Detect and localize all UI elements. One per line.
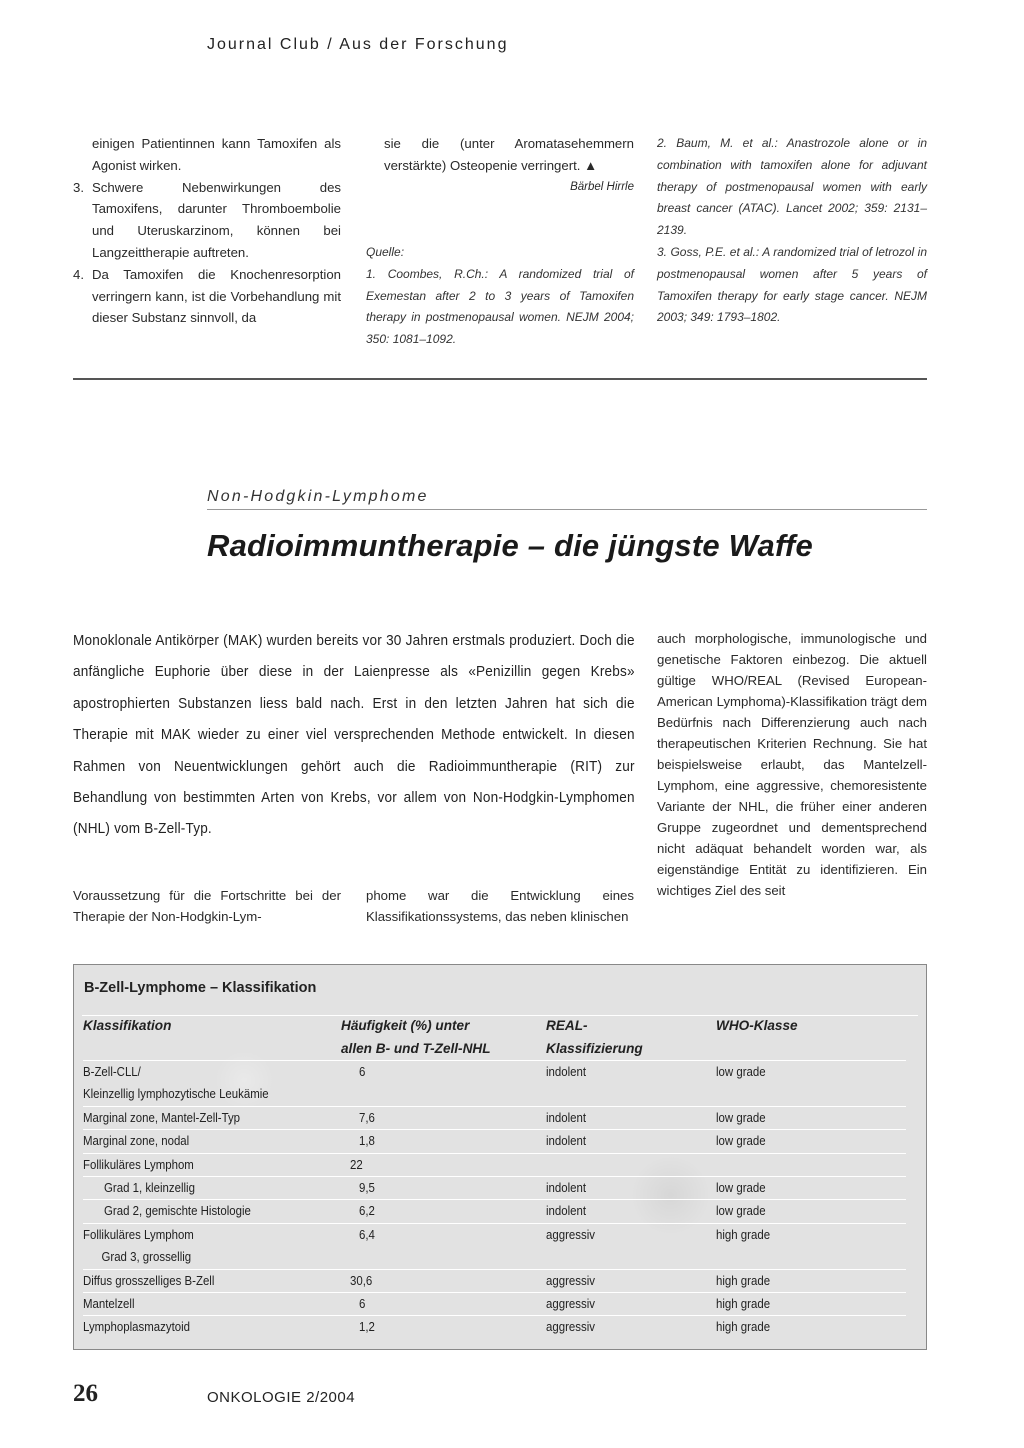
- body-text: phome war die Entwicklung eines Klassifikationssystems, das neben klinischen: [366, 888, 634, 924]
- cell-text: Grad 3, grossellig: [101, 1249, 192, 1265]
- source-references: [366, 242, 634, 351]
- cell-who: high grade: [716, 1223, 906, 1269]
- table-row: [83, 1316, 906, 1339]
- cell-real: indolent: [546, 1177, 716, 1200]
- article-lead: [73, 626, 635, 846]
- top-column-3: [657, 133, 927, 329]
- cell-real: aggressiv: [546, 1223, 716, 1269]
- cell-who: low grade: [716, 1200, 906, 1223]
- running-head: Journal Club / Aus der Forschung: [207, 36, 509, 53]
- lead-text: Monoklonale Antikörper (MAK) wurden bereits vor 30 Jahren erstmals produziert. Doch die anfängliche Euphorie über diese in der Laienpresse als «Penizillin gegen Krebs» apostrophierten Substanzen liess bald nach. Erst in den letzten Jahren hat sich die Therapie mit MAK wieder zu einer viel versprechenden Methode entwickelt. In diesen Rahmen von Neuentwicklungen gehört auch die Radioimmuntherapie (RIT) zur Behandlung von bestimmten Arten von Krebs, vor allem von Non-Hodgkin-Lymphomen (NHL) vom B-Zell-Typ.: [73, 633, 635, 838]
- table-row: [83, 1106, 906, 1129]
- source-label: Quelle:: [366, 245, 405, 259]
- table-row: [83, 1130, 906, 1153]
- header-real-line2: Klassifizierung: [546, 1040, 643, 1056]
- list-text: Da Tamoxifen die Knochenresorption verringern kann, ist die Vorbehandlung mit dieser Substanz sinnvoll, da: [92, 266, 341, 326]
- paragraph-end: sie die (unter Aromatasehemmern verstärkte) Osteopenie verringert. ▲: [384, 136, 634, 173]
- reference-2: 2. Baum, M. et al.: Anastrozole alone or in combination with tamoxifen alone for adjuvant therapy of postmenopausal women with early breast cancer (ATAC). Lancet 2002; 359: 2131–2139.: [657, 136, 927, 238]
- cell-classification: Follikuläres Lymphom: [83, 1153, 341, 1176]
- reference-1: 1. Coombes, R.Ch.: A randomized trial of Exemestan after 2 to 3 years of Tamoxifen therapy in postmenopausal women. NEJM 2004; 350: 1081–1092.: [366, 266, 634, 347]
- table-row: [83, 1293, 906, 1316]
- cell-real: [546, 1153, 716, 1176]
- table-row: [83, 1200, 906, 1223]
- body-column-3: [657, 628, 927, 901]
- header-classification: Klassifikation: [83, 1015, 341, 1061]
- author-signature: Bärbel Hirrle: [570, 180, 634, 193]
- cell-classification: Marginal zone, nodal: [83, 1130, 341, 1153]
- body-column-2: [366, 885, 634, 927]
- section-divider: [73, 378, 927, 380]
- table-row: [83, 1223, 906, 1269]
- table-row: [83, 1153, 906, 1176]
- classification-table: [83, 1015, 906, 1339]
- cell-classification: [83, 1061, 341, 1107]
- cell-real: indolent: [546, 1130, 716, 1153]
- table-row: [83, 1269, 906, 1292]
- cell-frequency: 6: [341, 1293, 546, 1316]
- box-title: B-Zell-Lymphome – Klassifikation: [84, 980, 317, 996]
- table-header-row: [83, 1015, 906, 1061]
- cell-real: aggressiv: [546, 1293, 716, 1316]
- cell-text: Follikuläres Lymphom: [83, 1226, 194, 1242]
- header-frequency-line1: Häufigkeit (%) unter: [341, 1018, 470, 1033]
- cell-classification: [83, 1223, 341, 1269]
- cell-who: high grade: [716, 1293, 906, 1316]
- body-column-1: [73, 885, 341, 927]
- cell-real: indolent: [546, 1061, 716, 1107]
- list-item-3: [73, 177, 341, 264]
- header-who: WHO-Klasse: [716, 1015, 906, 1061]
- cell-frequency: 6: [341, 1061, 546, 1107]
- article-kicker: Non-Hodgkin-Lymphome: [207, 488, 429, 505]
- body-text: Voraussetzung für die Fortschritte bei der Therapie der Non-Hodgkin-Lym-: [73, 888, 341, 924]
- cell-real: aggressiv: [546, 1319, 595, 1335]
- page-number: 26: [73, 1380, 98, 1407]
- cell-frequency: 6,2: [341, 1200, 546, 1223]
- cell-who: low grade: [716, 1177, 906, 1200]
- cell-frequency: 9,5: [341, 1177, 546, 1200]
- cell-frequency: 1,8: [341, 1130, 546, 1153]
- list-text: Schwere Nebenwirkungen des Tamoxifens, darunter Thromboembolie und Uteruskarzinom, können bei Langzeittherapie auftreten.: [92, 179, 341, 260]
- cell-who: high grade: [716, 1319, 771, 1335]
- classification-box: [73, 964, 927, 1350]
- cell-classification: Grad 1, kleinzellig: [83, 1177, 341, 1200]
- journal-issue: ONKOLOGIE 2/2004: [207, 1389, 356, 1406]
- table-row: [83, 1061, 906, 1107]
- reference-3: 3. Goss, P.E. et al.: A randomized trial of letrozol in postmenopausal women after 5 years of Tamoxifen therapy for early stage cancer. NEJM 2003; 349: 1793–1802.: [657, 244, 927, 325]
- cell-who: low grade: [716, 1130, 906, 1153]
- top-column-1: [73, 133, 341, 329]
- cell-who: high grade: [716, 1269, 906, 1292]
- cell-frequency: 22: [341, 1153, 546, 1176]
- cell-frequency: 1,2: [359, 1319, 375, 1335]
- body-text: auch morphologische, immunologische und genetische Faktoren einbezog. Die aktuell gültige WHO/REAL (Revised European-American Lymphoma)-Klassifikation trägt dem Bedürfnis nach Differenzierung auch nach therapeutischen Kriterien Rechnung. Sie hat beispielsweise erlaubt, das Mantelzell-Lymphom, eine aggressive, chemoresistente Variante der NHL, die früher einer anderen Gruppe zugeordnet und dementsprechend nicht adäquat behandelt worden war, als eigenständige Entität zu identifizieren. Ein wichtiges Ziel des seit: [657, 631, 927, 898]
- list-number: 3.: [73, 179, 84, 195]
- cell-frequency: 6,4: [341, 1223, 546, 1269]
- cell-classification: Marginal zone, Mantel-Zell-Typ: [83, 1106, 341, 1129]
- cell-real: indolent: [546, 1200, 716, 1223]
- article-headline: Radioimmuntherapie – die jüngste Waffe: [207, 528, 813, 563]
- header-frequency: [341, 1015, 546, 1061]
- cell-classification: Grad 2, gemischte Histologie: [83, 1200, 341, 1223]
- cell-frequency: 7,6: [341, 1106, 546, 1129]
- cell-who: [716, 1153, 906, 1176]
- table-row: [83, 1177, 906, 1200]
- cell-text: Kleinzellig lymphozytische Leukämie: [83, 1086, 269, 1102]
- list-item-2-continued: einigen Patientinnen kann Tamoxifen als Agonist wirken.: [92, 136, 341, 173]
- header-real-line1: REAL-: [546, 1018, 588, 1033]
- header-frequency-line2: allen B- und T-Zell-NHL: [341, 1040, 491, 1056]
- list-item-4: [73, 264, 341, 329]
- cell-classification: Diffus grosszelliges B-Zell: [83, 1269, 341, 1292]
- cell-frequency: 30,6: [341, 1269, 546, 1292]
- cell-who: low grade: [716, 1061, 906, 1107]
- cell-real: aggressiv: [546, 1269, 716, 1292]
- cell-who: low grade: [716, 1106, 906, 1129]
- cell-classification: Mantelzell: [83, 1293, 341, 1316]
- header-real: [546, 1015, 716, 1061]
- cell-real: indolent: [546, 1106, 716, 1129]
- cell-text: B-Zell-CLL/: [83, 1064, 141, 1079]
- top-column-2: [366, 133, 634, 242]
- list-number: 4.: [73, 266, 84, 282]
- kicker-rule: [207, 509, 927, 510]
- cell-classification: Lymphoplasmazytoid: [83, 1319, 191, 1335]
